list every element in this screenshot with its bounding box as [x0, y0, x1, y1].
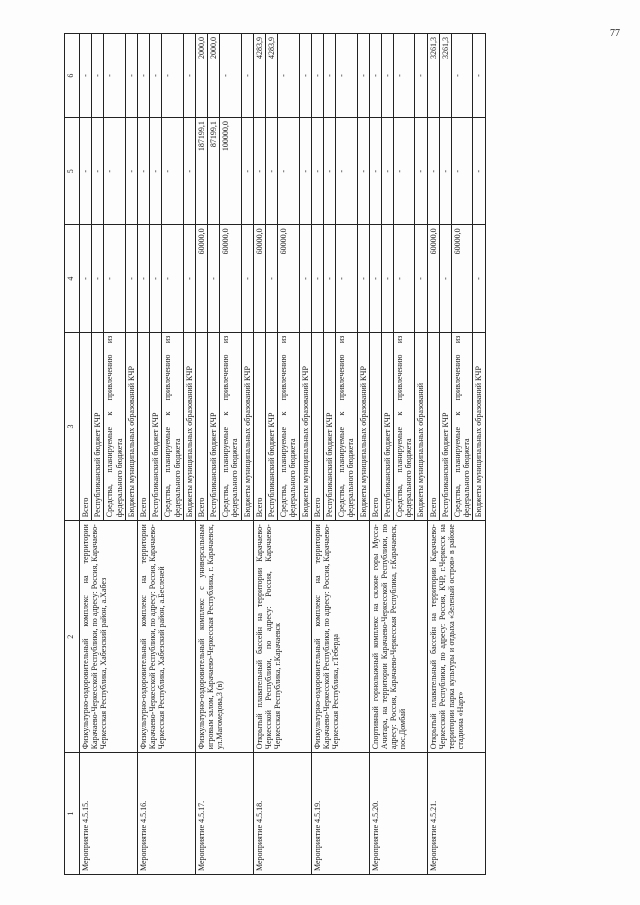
amount-cell-c4: 60000,0 — [220, 225, 241, 332]
column-header: 4 — [65, 225, 80, 332]
amount-cell-c6: - — [150, 34, 162, 118]
event-id-cell: Мероприятие 4.5.21. — [427, 753, 485, 875]
event-description-cell: Физкультурно-оздоровительный комплекс на территории Карачаево-Черкесской Республики, по адресу: Россия, Карачаево-Черкесская Республика, Хабезский район, а.Бесленей — [137, 521, 195, 753]
funding-source-cell: Республиканский бюджет КЧР — [323, 332, 335, 521]
amount-cell-c6: - — [80, 34, 92, 118]
funding-source-cell: Всего — [253, 332, 265, 521]
amount-cell-c6: - — [104, 34, 125, 118]
event-id-cell: Мероприятие 4.5.20. — [369, 753, 427, 875]
amount-cell-c6: 2000,0 — [195, 34, 207, 118]
amount-cell-c6: - — [162, 34, 183, 118]
amount-cell-c5: - — [452, 118, 473, 225]
amount-cell-c6: - — [381, 34, 393, 118]
table-row — [137, 34, 149, 875]
amount-cell-c6: - — [278, 34, 299, 118]
amount-cell-c5: - — [336, 118, 357, 225]
funding-source-cell: Республиканский бюджет КЧР — [381, 332, 393, 521]
amount-cell-c4: - — [439, 225, 451, 332]
table-body — [80, 34, 486, 875]
amount-cell-c5: 100000,0 — [220, 118, 241, 225]
amount-cell-c6: - — [92, 34, 104, 118]
amount-cell-c4: - — [183, 225, 195, 332]
amount-cell-c6: - — [394, 34, 415, 118]
funding-source-cell: Средства, планируемые к привлечению из федерального бюджета — [394, 332, 415, 521]
event-description-cell: Физкультурно-оздоровительный комплекс с универсальным игровым залом, Карачаево-Черкесская Республика, г. Карачаевск, ул.Магомедова,3 (в) — [195, 521, 253, 753]
amount-cell-c4: - — [299, 225, 311, 332]
amount-cell-c5: - — [369, 118, 381, 225]
amount-cell-c5: - — [253, 118, 265, 225]
column-header: 5 — [65, 118, 80, 225]
funding-source-cell: Всего — [137, 332, 149, 521]
amount-cell-c6: - — [452, 34, 473, 118]
amount-cell-c6: - — [336, 34, 357, 118]
funding-source-cell: Всего — [195, 332, 207, 521]
amount-cell-c4: - — [137, 225, 149, 332]
funding-table — [64, 33, 486, 875]
event-description-cell: Физкультурно-оздоровительный комплекс на территории Карачаево-Черкесской Республики, по адресу: Россия, Карачаево-Черкесская Республика, г.Теберда — [311, 521, 369, 753]
amount-cell-c5: - — [183, 118, 195, 225]
funding-source-cell: Средства, планируемые к привлечению из федерального бюджета — [278, 332, 299, 521]
amount-cell-c4: - — [357, 225, 369, 332]
amount-cell-c6: - — [415, 34, 427, 118]
amount-cell-c4: - — [415, 225, 427, 332]
amount-cell-c4: - — [241, 225, 253, 332]
amount-cell-c6: 3261,3 — [427, 34, 439, 118]
amount-cell-c5: - — [162, 118, 183, 225]
amount-cell-c6: - — [357, 34, 369, 118]
funding-source-cell: Республиканский бюджет КЧР — [208, 332, 220, 521]
funding-source-cell: Республиканский бюджет КЧР — [439, 332, 451, 521]
event-id-cell: Мероприятие 4.5.18. — [253, 753, 311, 875]
event-description-cell: Физкультурно-оздоровительный комплекс на территории Карачаево-Черкесской Республики, по адресу: Россия, Карачаево-Черкесская Республика, Хабезский район, а.Хабез — [80, 521, 138, 753]
amount-cell-c4: 60000,0 — [253, 225, 265, 332]
amount-cell-c6: 4283,9 — [266, 34, 278, 118]
funding-source-cell: Средства, планируемые к привлечению из федерального бюджета — [336, 332, 357, 521]
funding-source-cell: Бюджеты муниципальных образований КЧР — [125, 332, 137, 521]
event-id-cell: Мероприятие 4.5.17. — [195, 753, 253, 875]
table-row — [253, 34, 265, 875]
amount-cell-c5: - — [104, 118, 125, 225]
amount-cell-c4: 60000,0 — [427, 225, 439, 332]
amount-cell-c6: 2000,0 — [208, 34, 220, 118]
amount-cell-c5: - — [137, 118, 149, 225]
funding-source-cell: Республиканский бюджет КЧР — [266, 332, 278, 521]
amount-cell-c6: - — [125, 34, 137, 118]
amount-cell-c6: 3261,3 — [439, 34, 451, 118]
amount-cell-c4: - — [266, 225, 278, 332]
amount-cell-c4: - — [125, 225, 137, 332]
amount-cell-c4: - — [92, 225, 104, 332]
funding-source-cell: Республиканский бюджет КЧР — [150, 332, 162, 521]
amount-cell-c5: - — [323, 118, 335, 225]
amount-cell-c5: - — [241, 118, 253, 225]
header-row — [65, 34, 80, 875]
amount-cell-c6: - — [299, 34, 311, 118]
funding-source-cell: Средства, планируемые к привлечению из федерального бюджета — [104, 332, 125, 521]
amount-cell-c4: - — [394, 225, 415, 332]
table-row — [369, 34, 381, 875]
column-header: 2 — [65, 521, 80, 753]
funding-source-cell: Средства, планируемые к привлечению из федерального бюджета — [220, 332, 241, 521]
amount-cell-c4: - — [381, 225, 393, 332]
amount-cell-c4: - — [162, 225, 183, 332]
funding-source-cell: Бюджеты муниципальных образований — [415, 332, 427, 521]
funding-source-cell: Бюджеты муниципальных образований КЧР — [357, 332, 369, 521]
amount-cell-c5: - — [473, 118, 485, 225]
funding-source-cell: Бюджеты муниципальных образований КЧР — [241, 332, 253, 521]
column-header: 1 — [65, 753, 80, 875]
amount-cell-c5: - — [381, 118, 393, 225]
funding-source-cell: Бюджеты муниципальных образований КЧР — [299, 332, 311, 521]
amount-cell-c4: 60000,0 — [278, 225, 299, 332]
funding-source-cell: Всего — [311, 332, 323, 521]
amount-cell-c6: - — [241, 34, 253, 118]
amount-cell-c5: - — [80, 118, 92, 225]
amount-cell-c4: - — [311, 225, 323, 332]
amount-cell-c4: 60000,0 — [195, 225, 207, 332]
amount-cell-c5: - — [299, 118, 311, 225]
amount-cell-c5: - — [415, 118, 427, 225]
funding-source-cell: Всего — [427, 332, 439, 521]
funding-source-cell: Средства, планируемые к привлечению из федерального бюджета — [452, 332, 473, 521]
amount-cell-c4: - — [104, 225, 125, 332]
table-row — [427, 34, 439, 875]
page-number: 77 — [610, 28, 620, 39]
amount-cell-c4: - — [80, 225, 92, 332]
amount-cell-c4: - — [208, 225, 220, 332]
amount-cell-c4: - — [323, 225, 335, 332]
amount-cell-c5: - — [394, 118, 415, 225]
amount-cell-c6: - — [137, 34, 149, 118]
amount-cell-c5: - — [92, 118, 104, 225]
funding-source-cell: Всего — [80, 332, 92, 521]
amount-cell-c6: - — [369, 34, 381, 118]
amount-cell-c5: - — [150, 118, 162, 225]
amount-cell-c5: 187199,1 — [195, 118, 207, 225]
funding-source-cell: Республиканский бюджет КЧР — [92, 332, 104, 521]
funding-source-cell: Всего — [369, 332, 381, 521]
amount-cell-c5: - — [357, 118, 369, 225]
amount-cell-c5: 87199,1 — [208, 118, 220, 225]
amount-cell-c5: - — [266, 118, 278, 225]
funding-source-cell: Бюджеты муниципальных образований КЧР — [183, 332, 195, 521]
amount-cell-c6: - — [220, 34, 241, 118]
amount-cell-c4: - — [336, 225, 357, 332]
event-id-cell: Мероприятие 4.5.19. — [311, 753, 369, 875]
column-header: 3 — [65, 332, 80, 521]
table-row — [195, 34, 207, 875]
event-description-cell: Открытый плавательный бассейн на территории Карачаево-Черкесской Республики, по адресу: Россия, Карачаево-Черкесская Республика, г.Карачаевск — [253, 521, 311, 753]
funding-source-cell: Средства, планируемые к привлечению из федерального бюджета — [162, 332, 183, 521]
event-id-cell: Мероприятие 4.5.16. — [137, 753, 195, 875]
amount-cell-c6: - — [473, 34, 485, 118]
amount-cell-c5: - — [427, 118, 439, 225]
amount-cell-c5: - — [278, 118, 299, 225]
event-description-cell: Открытый плавательный бассейн на территории Карачаево-Черкесской Республики, по адресу: Россия, КЧР, г.Черкесск на территории парка культуры и отдыха «Зеленый остров» в районе стадиона «Нарт» — [427, 521, 485, 753]
event-description-cell: Спортивный горнолыжный комплекс на склоне горы Мусса-Ачитара, на территории Карачаево-Черкесской Республики, по адресу: Россия, Карачаево-Черкесская Республика, г.Карачаевск, пос.Домбай — [369, 521, 427, 753]
table-row — [80, 34, 92, 875]
amount-cell-c5: - — [125, 118, 137, 225]
amount-cell-c4: 60000,0 — [452, 225, 473, 332]
amount-cell-c5: - — [311, 118, 323, 225]
amount-cell-c4: - — [473, 225, 485, 332]
rotated-table-wrapper — [64, 33, 640, 875]
amount-cell-c4: - — [150, 225, 162, 332]
amount-cell-c6: - — [311, 34, 323, 118]
column-header: 6 — [65, 34, 80, 118]
amount-cell-c6: - — [183, 34, 195, 118]
amount-cell-c6: 4283,9 — [253, 34, 265, 118]
table-row — [311, 34, 323, 875]
event-id-cell: Мероприятие 4.5.15. — [80, 753, 138, 875]
amount-cell-c6: - — [323, 34, 335, 118]
amount-cell-c5: - — [439, 118, 451, 225]
funding-source-cell: Бюджеты муниципальных образований КЧР — [473, 332, 485, 521]
amount-cell-c4: - — [369, 225, 381, 332]
